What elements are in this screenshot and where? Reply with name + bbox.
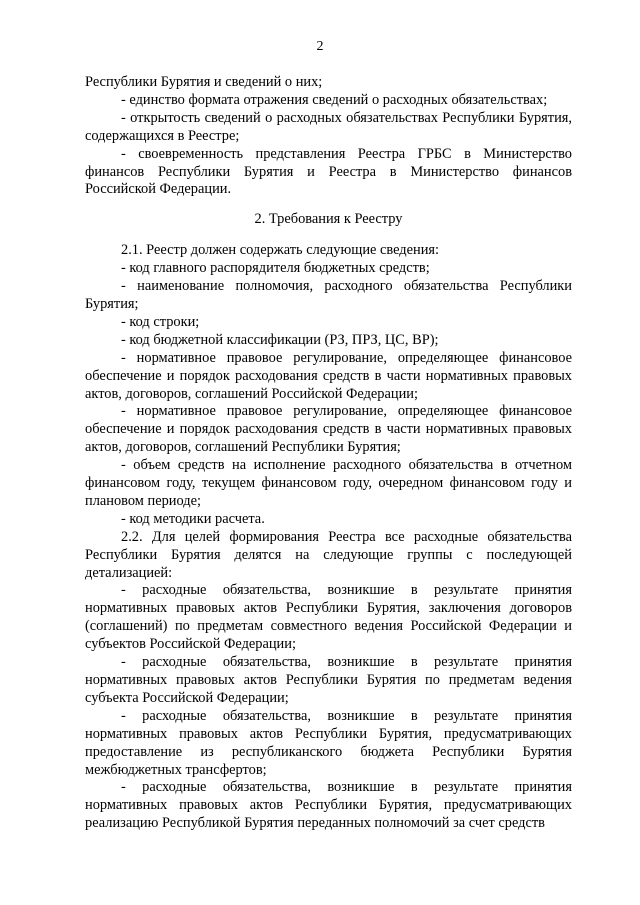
- list-item-line-code: - код строки;: [121, 313, 200, 330]
- list-item-format-unity: - единство формата отражения сведений о расходных обязательствах;: [121, 91, 548, 108]
- list-item-joint-jurisdiction: - расходные обязательства, возникшие в результате принятия нормативных правовых актов Республики Бурятия, заключения договоров (соглашений) по предметам совместного ведения Российской Федерации и субъектов Российской Федерации;: [85, 582, 572, 653]
- clause-2-1: 2.1. Реестр должен содержать следующие сведения:: [121, 242, 440, 259]
- section-heading: 2. Требования к Реестру: [254, 211, 403, 228]
- list-item-budget-classification: - код бюджетной классификации (РЗ, ПРЗ, ЦС, ВР);: [121, 331, 439, 348]
- list-item-delegated-powers: - расходные обязательства, возникшие в результате принятия нормативных правовых актов Республики Бурятия, предусматривающих реализацию Республикой Бурятия переданных полномочий за счет средств: [85, 779, 572, 832]
- list-item-method-code: - код методики расчета.: [121, 510, 265, 527]
- list-item-grbs-code: - код главного распорядителя бюджетных средств;: [121, 260, 430, 277]
- list-item-obligation-name: - наименование полномочия, расходного обязательства Республики Бурятия;: [85, 278, 572, 312]
- list-item-openness: - открытость сведений о расходных обязательствах Республики Бурятия, содержащихся в Реестре;: [85, 109, 572, 144]
- list-item-interbudget-transfers: - расходные обязательства, возникшие в результате принятия нормативных правовых актов Республики Бурятия, предусматривающих предоставление из республиканского бюджета Республики Бурятия межбюджетных трансфертов;: [85, 707, 572, 778]
- list-item-subject-jurisdiction: - расходные обязательства, возникшие в результате принятия нормативных правовых актов Республики Бурятия по предметам ведения субъекта Российской Федерации;: [85, 654, 572, 706]
- list-item-funding-volume: - объем средств на исполнение расходного обязательства в отчетном финансовом году, текущем финансовом году, очередном финансовом году и плановом периоде;: [85, 457, 572, 509]
- list-item-timeliness: - своевременность представления Реестра ГРБС в Министерство финансов Республики Бурятия и Реестра в Министерство финансов Российской Федерации.: [85, 145, 572, 198]
- document-body: [85, 74, 572, 833]
- clause-2-2: 2.2. Для целей формирования Реестра все расходные обязательства Республики Бурятия делятся на следующие группы с последующей детализацией:: [85, 528, 572, 581]
- page-number: 2: [316, 39, 324, 54]
- list-item-regulation-republic: - нормативное правовое регулирование, определяющее финансовое обеспечение и порядок расходования средств в части нормативных правовых актов, договоров, соглашений Республики Бурятия;: [85, 403, 572, 456]
- list-item-regulation-federal: - нормативное правовое регулирование, определяющее финансовое обеспечение и порядок расходования средств в части нормативных правовых актов, договоров, соглашений Российской Федерации;: [85, 349, 572, 402]
- paragraph-continuation: Республики Бурятия и сведений о них;: [85, 74, 323, 90]
